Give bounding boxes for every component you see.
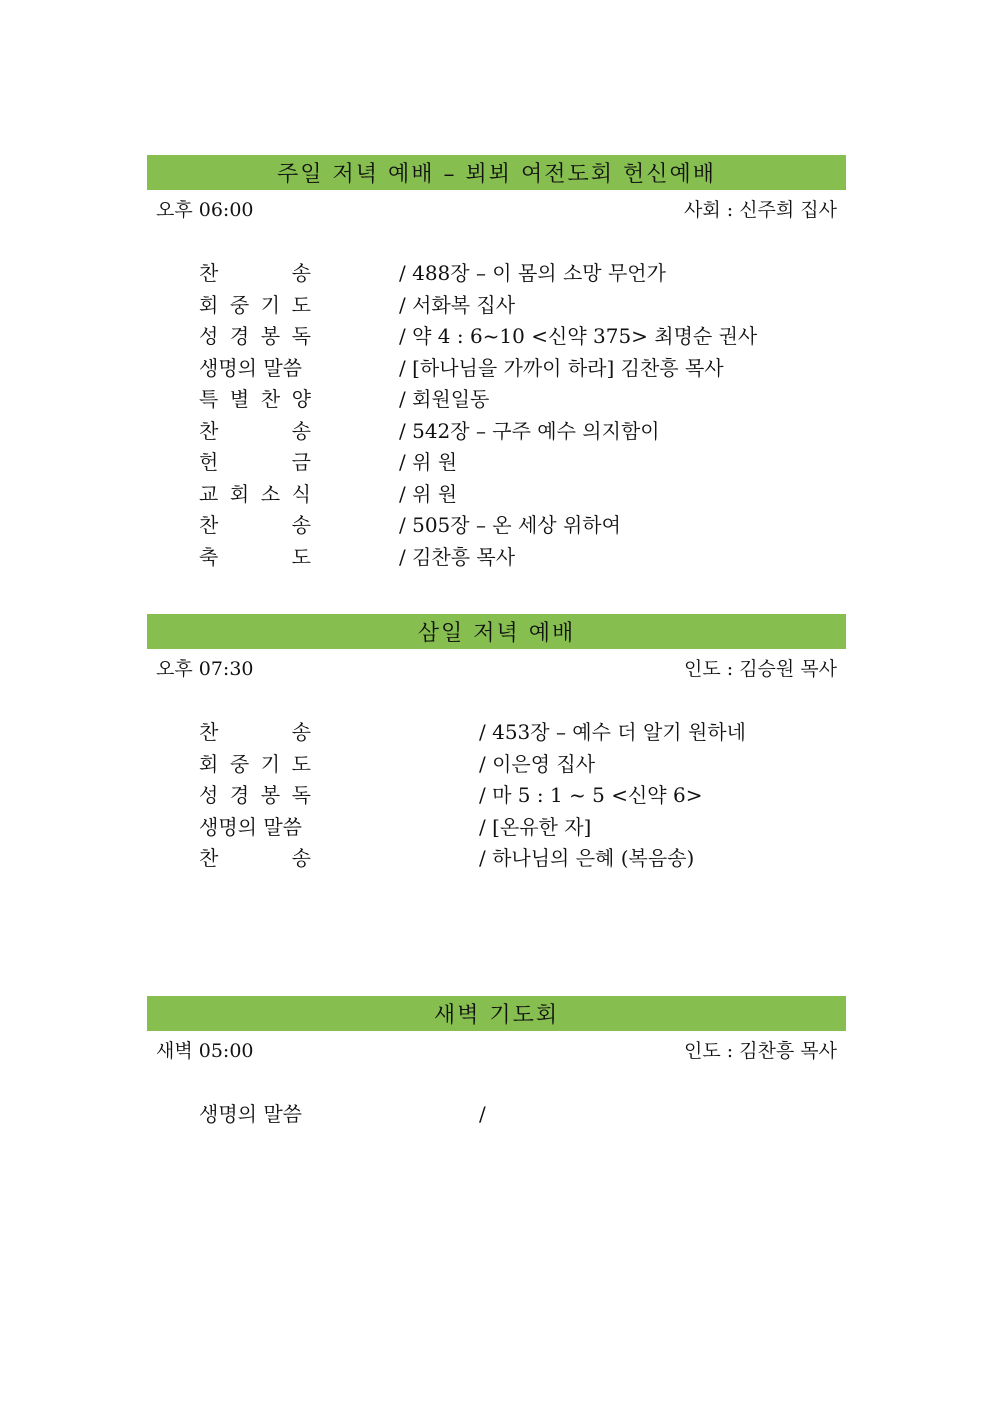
- order-value: / 488장 – 이 몸의 소망 무언가: [399, 261, 666, 285]
- order-value: / 505장 – 온 세상 위하여: [399, 513, 621, 537]
- section-title-band: 새벽 기도회: [147, 996, 846, 1031]
- order-value: / 453장 – 예수 더 알기 원하네: [479, 720, 746, 744]
- section-sunday-evening: [147, 155, 846, 569]
- section-title-band: 삼일 저녁 예배: [147, 614, 846, 649]
- order-value: /: [479, 1102, 486, 1126]
- order-value: / 회원일동: [399, 387, 490, 411]
- order-value: / 마 5 : 1 ~ 5 <신약 6>: [479, 783, 703, 807]
- order-label: 생명의 말씀: [199, 1102, 302, 1126]
- order-value: / 위 원: [399, 450, 458, 474]
- order-value: / [온유한 자]: [479, 814, 592, 839]
- service-time: 오후 06:00: [156, 199, 254, 221]
- order-label: 찬 송: [199, 846, 311, 870]
- order-value: / 542장 – 구주 예수 의지함이: [399, 418, 660, 443]
- section-meta: [147, 190, 846, 224]
- order-label: 생명의 말씀: [199, 355, 302, 380]
- order-label: 찬 송: [199, 720, 311, 744]
- service-time: 새벽 05:00: [156, 1040, 254, 1062]
- order-value: / 이은영 집사: [479, 751, 596, 776]
- service-leader: 인도 : 김승원 목사: [684, 658, 837, 680]
- order-label: 교 회 소 식: [199, 481, 311, 506]
- order-label: 회 중 기 도: [199, 751, 311, 776]
- service-leader: 사회 : 신주희 집사: [684, 199, 837, 221]
- order-label: 헌 금: [199, 450, 311, 474]
- order-label: 회 중 기 도: [199, 292, 311, 317]
- order-label: 성 경 봉 독: [199, 324, 311, 348]
- order-value: / 김찬흥 목사: [399, 544, 516, 569]
- order-value: / [하나님을 가까이 하라] 김찬흥 목사: [399, 355, 724, 380]
- section-title-band: 주일 저녁 예배 – 뵈뵈 여전도회 헌신예배: [147, 155, 846, 190]
- order-label: 특 별 찬 양: [199, 387, 311, 411]
- service-leader: 인도 : 김찬흥 목사: [684, 1040, 837, 1062]
- order-label: 찬 송: [199, 418, 311, 443]
- section-wednesday-evening: [147, 614, 846, 870]
- order-value: / 하나님의 은혜 (복음송): [479, 846, 695, 870]
- order-label: 찬 송: [199, 261, 311, 285]
- section-meta: [147, 649, 846, 683]
- section-dawn-prayer: [147, 996, 846, 1126]
- order-label: 생명의 말씀: [199, 814, 302, 839]
- order-value: / 서화복 집사: [399, 292, 516, 317]
- section-meta: [147, 1031, 846, 1065]
- order-value: / 약 4 : 6~10 <신약 375> 최명순 권사: [399, 324, 758, 348]
- order-value: / 위 원: [399, 481, 458, 506]
- order-label: 찬 송: [199, 513, 311, 537]
- service-time: 오후 07:30: [156, 658, 254, 680]
- order-label: 성 경 봉 독: [199, 783, 311, 807]
- order-label: 축 도: [199, 544, 311, 569]
